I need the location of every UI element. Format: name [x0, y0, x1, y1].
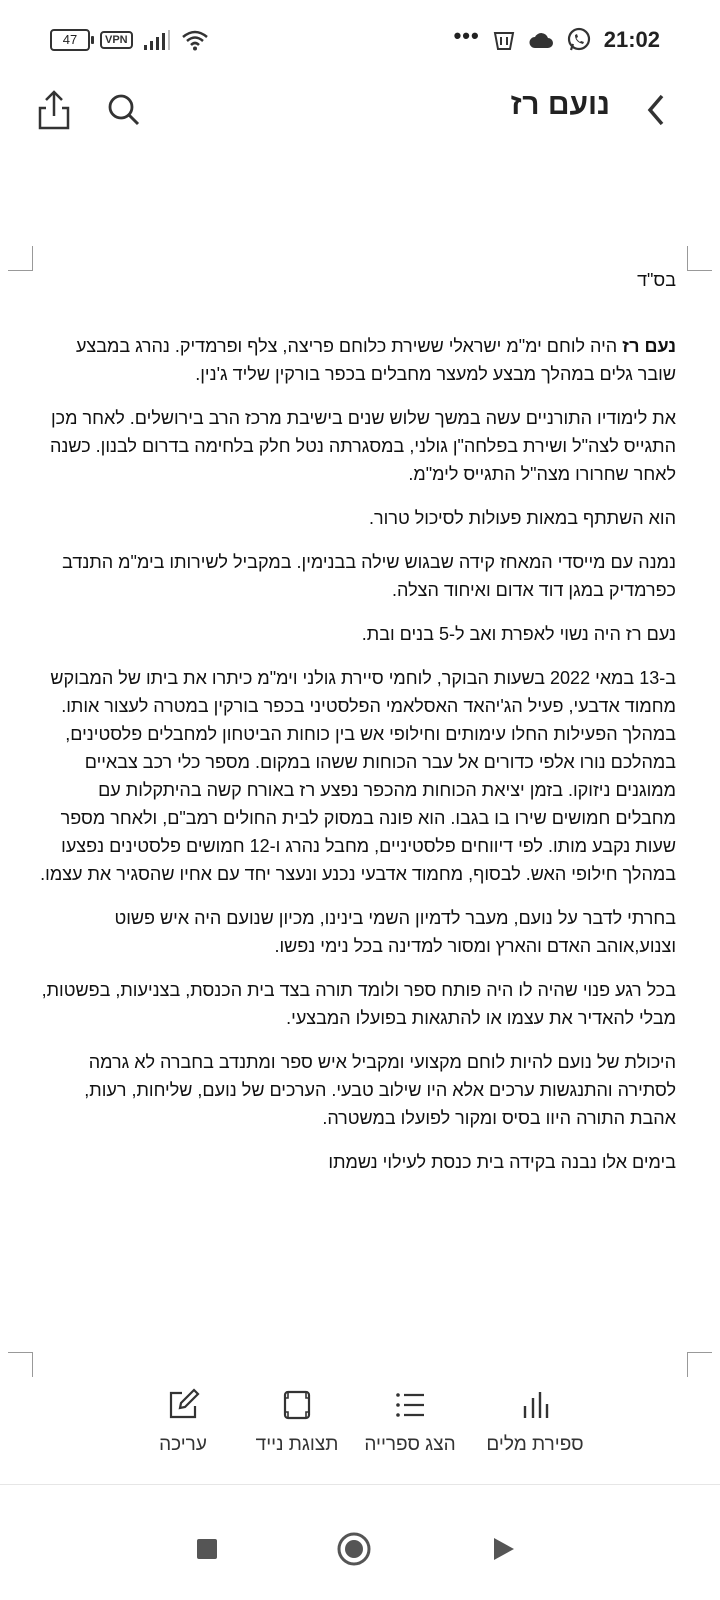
cloud-icon: [528, 30, 554, 50]
signal-icon: [143, 29, 171, 51]
document-title: נועם רז: [510, 88, 610, 121]
share-icon: [34, 88, 74, 132]
paragraph: בימים אלו נבנה בקידה בית כנסת לעילוי נשמתו: [328, 1152, 676, 1172]
battery-icon: [50, 29, 90, 51]
edit-label: עריכה: [159, 1434, 207, 1455]
bsd-header: בס"ד: [637, 270, 676, 290]
word-count-label: ספירת מלים: [486, 1434, 584, 1455]
search-button[interactable]: [104, 90, 144, 130]
more-notifications-icon: •••: [453, 23, 480, 48]
toolbar-divider: [0, 1484, 720, 1485]
square-icon: [195, 1537, 219, 1561]
chevron-left-icon: [638, 90, 678, 130]
page-corner-mark: [687, 1352, 712, 1377]
search-icon: [104, 90, 144, 130]
mobile-view-label: תצוגת נייד: [255, 1434, 339, 1455]
word-count-button[interactable]: [460, 1388, 610, 1456]
subject-name: נעם רז: [622, 336, 676, 356]
bottom-toolbar: [0, 1380, 720, 1480]
paragraph: [40, 332, 676, 388]
library-view-label: הצג ספרייה: [364, 1434, 456, 1455]
paragraph: הוא השתתף במאות פעולות לסיכול טרור.: [369, 508, 676, 528]
app-notification-icon: [492, 29, 516, 51]
document-page[interactable]: [0, 240, 720, 1360]
whatsapp-icon: [566, 27, 592, 53]
recent-apps-button[interactable]: [182, 1524, 232, 1574]
document-body: [40, 266, 676, 1192]
mobile-view-icon: [280, 1388, 314, 1422]
back-button[interactable]: [638, 90, 678, 130]
page-corner-mark: [8, 1352, 33, 1377]
home-circle-icon: [336, 1531, 372, 1567]
paragraph: היכולת של נועם להיות לוחם מקצועי ומקביל איש ספר ומתנדב בחברה לא גרמה לסתירה והתנגשות ערכים אלא היו שילוב טבעי. הערכים של נועם, שליחות, רעות, אהבת התורה היוו בסיס ומקור לפועלו במשטרה.: [84, 1052, 676, 1128]
status-time: 21:02: [603, 27, 660, 52]
share-button[interactable]: [34, 88, 74, 132]
back-triangle-icon: [490, 1536, 516, 1562]
paragraph-text: היה לוחם ימ"מ ישראלי ששירת כלוחם פריצה, צלף ופרמדיק. נהרג במבצע שובר גלים במהלך מבצע למעצר מחבלים בכפר בורקין שליד ג'נין.: [75, 336, 676, 384]
page-corner-mark: [8, 246, 33, 271]
status-left: [50, 28, 209, 52]
app-header: [0, 80, 720, 140]
status-right: [454, 24, 660, 56]
system-nav-bar: [0, 1500, 720, 1600]
vpn-badge: VPN: [100, 31, 133, 49]
battery-level: 47: [62, 32, 78, 47]
word-count-icon: [518, 1388, 552, 1422]
paragraph: בכל רגע פנוי שהיה לו היה פותח ספר ולומד תורה בצד בית הכנסת, בצניעות, בפשטות, מבלי להאדיר את עצמו או להתגאות בפועלו המבצעי.: [41, 980, 676, 1028]
paragraph: בחרתי לדבר על נועם, מעבר לדמיון השמי בינינו, מכיון שנועם היה איש פשוט וצנוע,אוהב האדם והארץ ומסור למדינה בכל נימי נפשו.: [114, 908, 676, 956]
wifi-icon: [181, 29, 209, 51]
home-button[interactable]: [329, 1524, 379, 1574]
paragraph: נעם רז היה נשוי לאפרת ואב ל-5 בנים ובת.: [361, 624, 676, 644]
list-icon: [393, 1388, 427, 1422]
edit-icon: [166, 1388, 200, 1422]
page-corner-mark: [687, 246, 712, 271]
paragraph: את לימודיו התורניים עשה במשך שלוש שנים בישיבת מרכז הרב בירושלים. לאחר מכן התגייס לצה"ל ושירת בפלחה"ן גולני, במסגרתה נטל חלק בלחימה בדרום לבנון. כשנה לאחר שחרורו מצה"ל התגייס לימ"מ.: [50, 408, 676, 484]
paragraph: ב-13 במאי 2022 בשעות הבוקר, לוחמי סיירת גולני וימ"מ כיתרו את ביתו של המבוקש מחמוד אדבעי, פעיל הג'יהאד האסלאמי הפלסטיני בכפר בורקין במטרה לעצור אותו. במהלך הפעילות החלו עימותים וחילופי אש בין כוחות הביטחון למחבלים פלסטינים, במהלכם נורו אלפי כדורים אל עבר הכוחות ששהו במקום. מספר כלי רכב צבאיים ממוגנים ניזוקו. בזמן יציאת הכוחות מהכפר נפצע רז באורח קשה בהיתקלות עם מחבלים חמושים שירו בו בגבו. הוא פונה במסוק לבית החולים רמב"ם, ולאחר מספר שעות נקבע מותו. לפי דיווחים פלסטיניים, מחבל נהרג ו-12 חמושים פלסטינים נפצעו במהלך חילופי האש. לבסוף, מחמוד אדבעי נכנע ונעצר יחד עם אחיו שהסגיר את עצמו.: [40, 668, 676, 884]
status-bar: [0, 0, 720, 80]
back-nav-button[interactable]: [478, 1524, 528, 1574]
paragraph: נמנה עם מייסדי המאחז קידה שבגוש שילה בבנימין. במקביל לשירותו בימ"מ התנדב כפרמדיק במגן דוד אדום ואיחוד הצלה.: [62, 552, 676, 600]
